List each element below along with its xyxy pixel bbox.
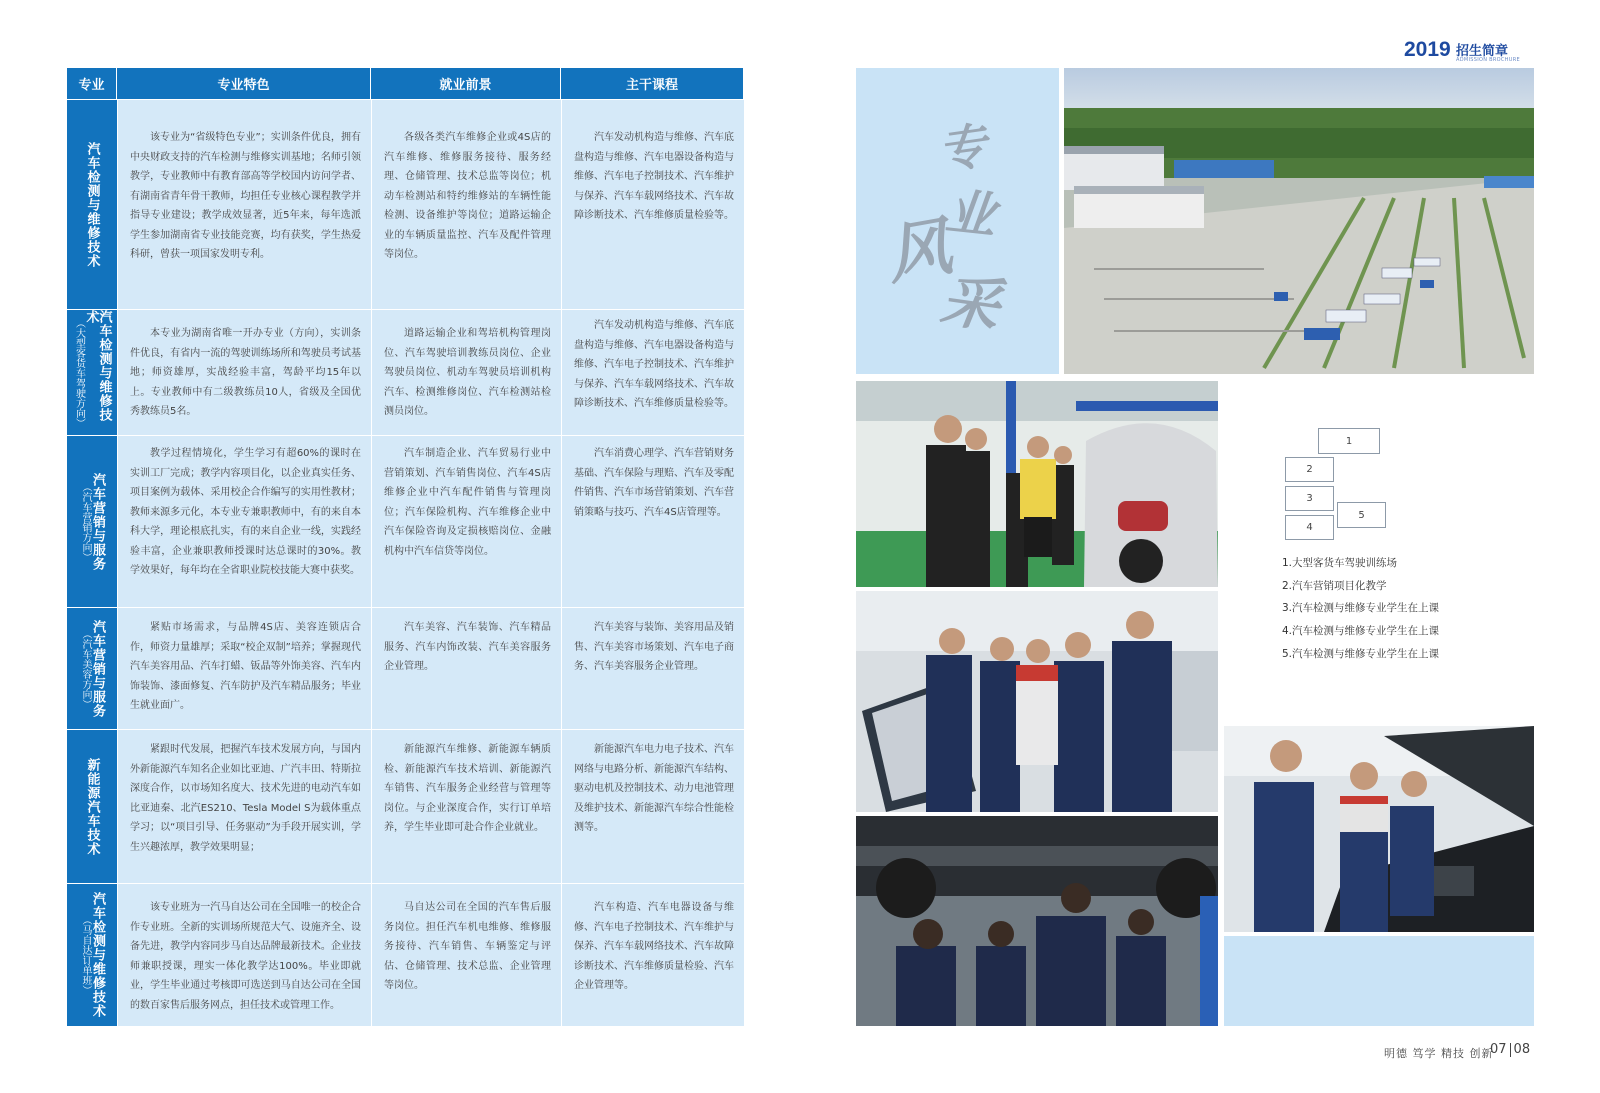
major-name: 汽车营销与服务: [90, 619, 105, 718]
footer-motto: 明德 笃学 精技 创新: [1384, 1047, 1494, 1060]
major-direction: （汽车美容方向）: [80, 628, 91, 709]
major-direction: （汽车营销方向）: [80, 481, 91, 562]
caption-item: 4.汽车检测与维修专业学生在上课: [1282, 625, 1440, 638]
major-name: 汽车营销与服务: [90, 472, 105, 571]
career-cell: 汽车美容、汽车装饰、汽车精品服务、汽车内饰改装、汽车美容服务企业管理。: [371, 607, 561, 729]
caption-item: 3.汽车检测与维修专业学生在上课: [1282, 602, 1440, 615]
career-cell: 各级各类汽车维修企业或4S店的汽车维修、维修服务接待、服务经理、仓储管理、技术总监等岗位；机动车检测站和特约维修站的车辆性能检测、设备维护等岗位；道路运输企业的车辆质量监控、汽车及配件管理等岗位。: [371, 99, 561, 309]
feature-cell: 紧跟时代发展，把握汽车技术发展方向，与国内外新能源汽车知名企业如比亚迪、广汽丰田、特斯拉深度合作，以市场知名度大、技术先进的电动汽车如比亚迪秦、北汽ES210、Tesla Model S为载体重点学习；以“项目引导、任务驱动”为手段开展实训，学生兴趣浓厚，教学效果明显；: [117, 729, 371, 883]
photo-driving-field: [1064, 68, 1534, 374]
caption-item: 5.汽车检测与维修专业学生在上课: [1282, 647, 1440, 660]
career-cell: 道路运输企业和驾培机构管理岗位、汽车驾驶培训教练员岗位、企业驾驶员岗位、机动车驾驶员培训机构汽车、检测维修岗位、汽车检测站检测员岗位。: [371, 309, 561, 435]
key-box-1: 1: [1318, 428, 1380, 454]
major-name: 汽车检测与维修技术: [84, 141, 100, 268]
courses-cell: 汽车美容与装饰、美容用品及销售、汽车美容市场策划、汽车电子商务、汽车美容服务企业管理。: [561, 607, 744, 729]
page-number-right: 08: [1513, 1042, 1531, 1057]
caption-item: 1.大型客货车驾驶训练场: [1282, 557, 1398, 569]
career-cell: 汽车制造企业、汽车贸易行业中营销策划、汽车销售岗位、汽车4S店维修企业中汽车配件销售与管理岗位；汽车保险机构、汽车维修企业中汽车保险咨询及定损核赔岗位、金融机构中汽车信贷等岗位。: [371, 435, 561, 607]
major-name: 新能源汽车技术: [84, 757, 100, 856]
page-number-left: 07: [1490, 1042, 1507, 1057]
feature-cell: 该专业班为一汽马自达公司在全国唯一的校企合作专业班。全新的实训场所规范大气、设施齐全、设备先进，教学内容同步马自达品牌最新技术。企业技师兼职授课，理实一体化教学达100%。毕业即就业，学生毕业通过考核即可选送到马自达公司在全国的数百家售后服务网点，担任技术或管理工作。: [117, 883, 371, 1026]
calligraphy-title: [880, 110, 1010, 340]
col-header-courses: 主干课程: [561, 68, 744, 99]
key-box-2: 2: [1285, 457, 1334, 482]
program-table: [67, 68, 744, 1026]
career-cell: 马自达公司在全国的汽车售后服务岗位。担任汽车机电维修、维修服务接待、汽车销售、车辆鉴定与评估、仓储管理、技术总监、企业管理等岗位。: [371, 883, 561, 1026]
row-major-5: [67, 883, 117, 1026]
header-year: 2019: [1404, 38, 1451, 61]
caption-item: 2.汽车营销项目化教学: [1282, 579, 1387, 592]
calligraphy-char: 业: [942, 181, 999, 246]
feature-cell: 本专业为湖南省唯一开办专业（方向），实训条件优良，有省内一流的驾驶训练场所和驾驶员考试基地；师资雄厚，实战经验丰富，驾龄平均15年以上。专业教师中有二级教练员10人，省级及全国优秀教练员5名。: [117, 309, 371, 435]
photo-undercar-class: [856, 816, 1218, 1026]
key-box-5: 5: [1337, 502, 1386, 528]
key-box-3: 3: [1285, 486, 1334, 511]
courses-cell: 新能源汽车电力电子技术、汽车网络与电路分析、新能源汽车结构、驱动电机及控制技术、动力电池管理及维护技术、新能源汽车综合性能检测等。: [561, 729, 744, 883]
page-numbers: [1490, 1042, 1530, 1057]
courses-cell: 汽车发动机构造与维修、汽车底盘构造与维修、汽车电器设备构造与维修、汽车电子控制技术、汽车维护与保养、汽车车载网络技术、汽车故障诊断技术、汽车维修质量检验等。: [561, 99, 744, 309]
page-divider: [1510, 1043, 1511, 1057]
col-header-major: 专业: [67, 68, 117, 99]
calligraphy-char: 风: [880, 208, 957, 294]
photo-captions: [1282, 552, 1439, 666]
major-name: 汽车检测与维修技术: [90, 892, 105, 1018]
row-major-1: [67, 309, 117, 435]
major-name: 汽车检测与维修技术: [83, 310, 112, 422]
feature-cell: 该专业为“省级特色专业”；实训条件优良，拥有中央财政支持的汽车检测与维修实训基地；名师引领教学，专业教师中有教育部高等学校国内访问学者、有湖南省青年骨干教师，均担任专业核心课程教学并指导专业建设；教学成效显著，近5年来，每年选派学生参加湖南省专业技能竞赛，均有获奖，学生热爱科研，曾获一项国家发明专利。: [117, 99, 371, 309]
col-header-feature: 专业特色: [117, 68, 371, 99]
courses-cell: 汽车构造、汽车电器设备与维修、汽车电子控制技术、汽车维护与保养、汽车车载网络技术、汽车故障诊断技术、汽车维修质量检验、汽车企业管理等。: [561, 883, 744, 1026]
career-cell: 新能源汽车维修、新能源车辆质检、新能源汽车技术培训、新能源汽车销售、汽车服务企业经营与管理等岗位。与企业深度合作，实行订单培养，学生毕业即可赴合作企业就业。: [371, 729, 561, 883]
courses-cell: 汽车发动机构造与维修、汽车底盘构造与维修、汽车电器设备构造与维修、汽车电子控制技术、汽车维护与保养、汽车车载网络技术、汽车故障诊断技术、汽车维修质量检验等。: [561, 309, 744, 435]
calligraphy-char: 专: [934, 117, 991, 181]
header-title: 招生简章: [1456, 44, 1509, 59]
photo-diagnostics-class: [856, 591, 1218, 812]
bottom-blue-panel: [1224, 936, 1534, 1026]
major-direction: （马自达订单班）: [80, 915, 91, 995]
courses-cell: 汽车消费心理学、汽车营销财务基础、汽车保险与理赔、汽车及零配件销售、汽车市场营销策划、汽车营销策略与技巧、汽车4S店管理等。: [561, 435, 744, 607]
row-major-4: [67, 729, 117, 883]
row-major-3: [67, 607, 117, 729]
header-subtitle: ADMISSION BROCHURE: [1456, 57, 1520, 63]
row-major-0: [67, 99, 117, 309]
row-major-2: [67, 435, 117, 607]
major-direction: （大型客货车驾驶方向）: [73, 317, 85, 428]
feature-cell: 教学过程情境化，学生学习有超60%的课时在实训工厂完成；教学内容项目化，以企业真实任务、项目案例为载体、采用校企合作编写的实用性教材；教师来源多元化，本专业专兼职教师中，有的来自本科大学，理论根底扎实，有的来自企业一线，实践经验丰富，企业兼职教师授课时达总课时的30%。教学效果好，每年均在全省职业院校技能大赛中获奖。: [117, 435, 371, 607]
calligraphy-char: 采: [936, 265, 1004, 341]
col-header-career: 就业前景: [371, 68, 561, 99]
feature-cell: 紧贴市场需求，与品牌4S店、美容连锁店合作，师资力量雄厚；采取“校企双制”培养；掌握现代汽车美容用品、汽车打蜡、钣晶等外饰美容、汽车内饰装饰、漆面修复、汽车防护及汽车精品服务；毕业生就业面广。: [117, 607, 371, 729]
photo-engine-class: [1224, 726, 1534, 932]
photo-sales-teaching: [856, 381, 1218, 587]
key-box-4: 4: [1285, 515, 1334, 540]
